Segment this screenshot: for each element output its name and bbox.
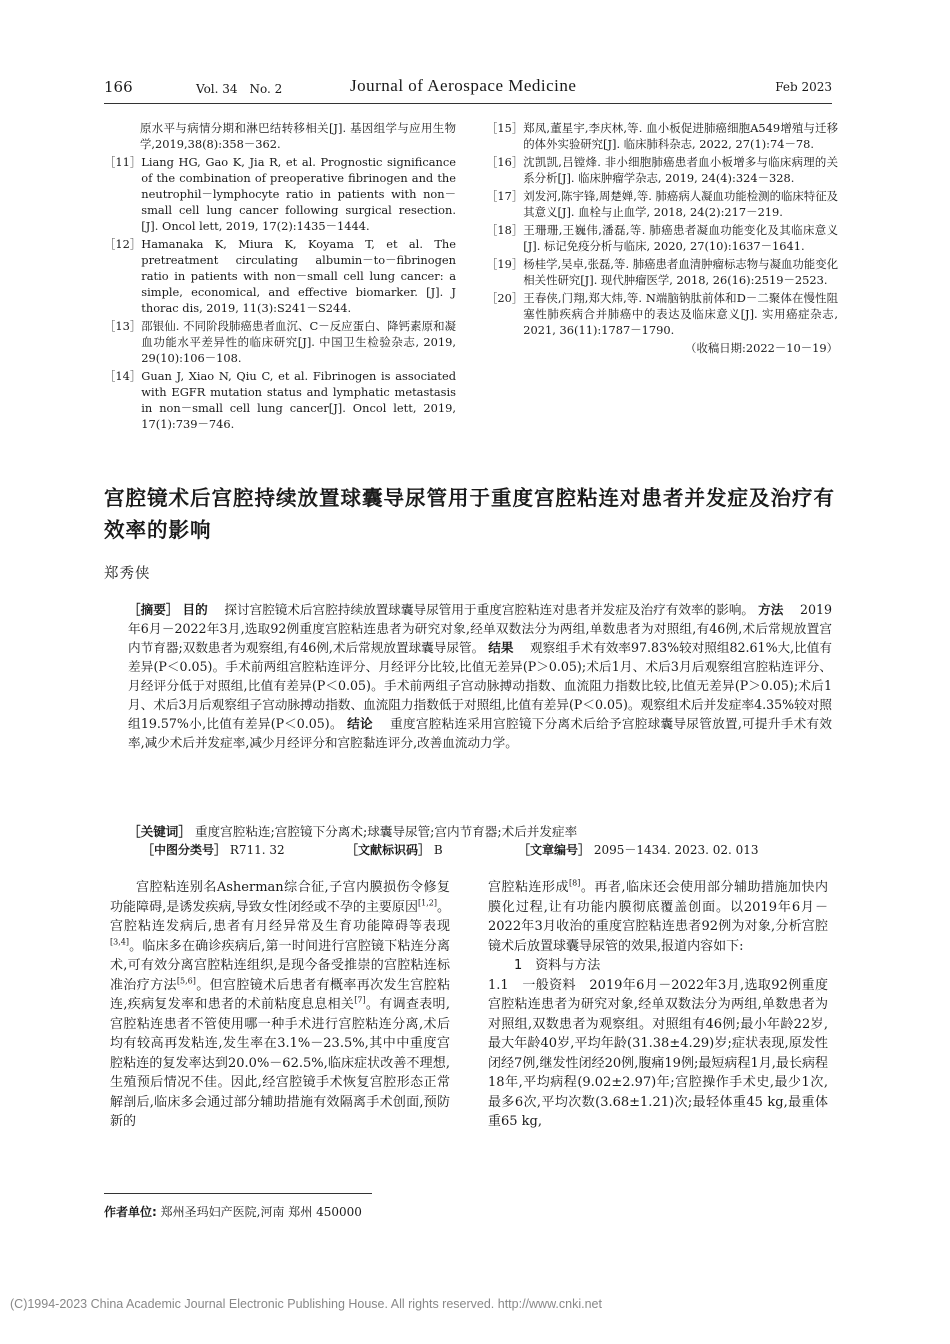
methods-label: 方法 (758, 602, 784, 617)
reference-item (104, 318, 456, 366)
article-number-value: 2095－1434. 2023. 02. 013 (593, 843, 759, 857)
reference-text: Liang HG, Gao K, Jia R, et al. Prognostic significance of the combination of preoperative fibrinogen and the neutrophil－lymphocyte ratio in patients with non－small cell lung cancer following surgical resection. [J]. Oncol lett, 2019, 17(2):1435－1444. (141, 155, 456, 233)
reference-text: 郑凤,董星宇,李庆林,等. 血小板促进肺癌细胞A549增殖与迁移的体外实验研究[J]. 临床肺科杂志, 2022, 27(1):74－78. (523, 121, 838, 151)
copyright-notice: (C)1994-2023 China Academic Journal Electronic Publishing House. All rights reserved. http://www.cnki.net (10, 1297, 602, 1311)
body-text: 。再者,临床还会使用部分辅助措施加快内膜化过程,让有功能内膜彻底覆盖创面。以2019年6月－2022年3月收治的重度宫腔粘连患者92例为对象,分析宫腔镜术后放置球囊导尿管的效果,报道内容如下: (488, 880, 828, 954)
reference-text: 沈凯凯,吕镗烽. 非小细胞肺癌患者血小板增多与临床病理的关系分析[J]. 临床肿瘤学杂志, 2019, 24(4):324－328. (523, 155, 838, 185)
subsection-heading: 1.1 一般资料 (488, 977, 576, 993)
body-text: 宫腔粘连形成 (488, 880, 570, 895)
reference-item (486, 290, 838, 338)
reference-item (104, 154, 456, 234)
reference-text: 邵银仙. 不同阶段肺癌患者血沉、C－反应蛋白、降钙素原和凝血功能水平差异性的临床研究[J]. 中国卫生检验杂志, 2019, 29(10):106－108. (141, 319, 456, 365)
objective-text: 探讨宫腔镜术后宫腔持续放置球囊导尿管用于重度宫腔粘连对患者并发症及治疗有效率的影响。 (224, 602, 755, 617)
reference-continued: 原水平与病情分期和淋巴结转移相关[J]. 基因组学与应用生物学,2019,38(8):358－362. (140, 121, 456, 151)
affiliation-text: 郑州圣玛妇产医院,河南 郑州 450000 (160, 1205, 362, 1219)
body-text: 2019年6月－2022年3月,选取92例重度宫腔粘连患者为研究对象,经单双数法分为两组,单数患者为对照组,双数患者为观察组。对照组有46例;最小年龄22岁,最大年龄40岁,平均年龄(31.38±4.29)岁;症状表现,原发性闭经7例,继发性闭经20例,腹痛19例;最短病程1月,最长病程18年,平均病程(9.02±2.97)年;宫腔操作手术史,最少1次,最多6次,平均次数(3.68±1.21)次;最轻体重45 kg,最重体重65 kg, (488, 977, 828, 1129)
conclusion-label: 结论 (347, 716, 373, 731)
methods-text: 2019年6月－2022年3月,选取92例重度宫腔粘连患者为研究对象,经单双数法分为两组,单数患者为对照组,有46例,术后常规放置宫内节育器;双数患者为观察组,有46例,术后常规放置球囊导尿管。 (128, 602, 833, 655)
article-author: 郑秀侠 (104, 566, 151, 582)
reference-text: Hamanaka K, Miura K, Koyama T, et al. The pretreatment circulating albumin－to－fibrinogen ratio in patients with non－small cell lung cancer: a simple, economical, and effective biomarker. [J]. J thorac dis, 2019, 11(3):S241－S244. (141, 237, 456, 315)
body-paragraph (488, 878, 828, 956)
keywords (128, 822, 832, 841)
objective-label: 目的 (182, 602, 208, 617)
article-number-label: ［文章编号］ (518, 843, 591, 857)
reference-number: ［11］ (104, 155, 142, 169)
reference-number: ［18］ (486, 223, 524, 237)
reference-text: Guan J, Xiao N, Qiu C, et al. Fibrinogen is associated with EGFR mutation status and lymphatic metastasis in non－small cell lung cancer[J]. Oncol lett, 2019, 17(1):739－746. (141, 369, 456, 431)
reference-item (486, 256, 838, 288)
citation: [1,2] (418, 898, 437, 908)
reference-text: 刘发河,陈宇锋,周楚婵,等. 肺癌病人凝血功能检测的临床特征及其意义[J]. 血栓与止血学, 2018, 24(2):217－219. (523, 189, 838, 219)
section-heading: 1 资料与方法 (514, 958, 601, 973)
journal-name: Journal of Aerospace Medicine (350, 76, 577, 95)
clc-label: ［中图分类号］ (142, 843, 227, 857)
clc-group (142, 841, 285, 859)
received-date: （收稿日期:2022－10－19） (685, 341, 838, 355)
doc-code-label: ［文献标识码］ (346, 843, 431, 857)
author-affiliation (104, 1203, 362, 1220)
body-text: 。有调查表明,宫腔粘连患者不管使用哪一种手术进行宫腔粘连分离,术后均有较高再发粘连,发生率在3.1%－23.5%,其中中重度宫腔粘连的复发率达到20.0%－62.5%,临床症状改善不理想,生殖预后情况不佳。因此,经宫腔镜手术恢复宫腔形态正常解剖后,临床多会通过部分辅助措施有效隔离手术创面,预防新的 (110, 997, 450, 1129)
reference-item (104, 368, 456, 432)
affiliation-label: 作者单位: (104, 1205, 157, 1219)
reference-number: ［15］ (486, 121, 524, 135)
body-text: 。宫腔粘连发病后,患者有月经异常及生育功能障碍等表现 (110, 899, 450, 934)
reference-number: ［13］ (104, 319, 142, 333)
header-rule (104, 103, 832, 104)
keywords-label: ［关键词］ (128, 824, 191, 839)
references-right (486, 120, 838, 356)
reference-number: ［20］ (486, 291, 524, 305)
results-text: 观察组手术有效率97.83%较对照组82.61%大,比值有差异(P＜0.05)。手术前两组宫腔粘连评分、月经评分比较,比值无差异(P＞0.05);术后1月、术后3月后观察组宫腔粘连评分、月经评分低于对照组,比值有差异(P＜0.05)。手术前两组子宫动脉搏动指数、血流阻力指数比较,比值无差异(P＞0.05);术后1月、术后3月后观察组子宫动脉搏动指数、血流阻力指数低于对照组,比值有差异(P＜0.05)。观察组术后并发症率4.35%较对照组19.57%小,比值有差异(P＜0.05)。 (128, 640, 832, 731)
clc-value: R711. 32 (229, 843, 285, 857)
issue-date: Feb 2023 (775, 80, 832, 94)
reference-text: 杨桂学,吴卓,张磊,等. 肺癌患者血清肿瘤标志物与凝血功能变化相关性研究[J]. 现代肿瘤医学, 2018, 26(16):2519－2523. (523, 257, 838, 287)
reference-number: ［16］ (486, 155, 524, 169)
reference-number: ［19］ (486, 257, 524, 271)
reference-number: ［12］ (104, 237, 142, 251)
page-number: 166 (104, 78, 133, 96)
reference-item (486, 120, 838, 152)
article-number-group (518, 841, 759, 859)
citation: [7] (354, 995, 366, 1005)
keywords-text: 重度宫腔粘连;宫腔镜下分离术;球囊导尿管;宫内节育器;术后并发症率 (194, 824, 578, 839)
reference-item (486, 188, 838, 220)
body-text: 宫腔粘连别名Asherman综合征,子宫内膜损伤令修复功能障碍,是诱发疾病,导致女性闭经或不孕的主要原因 (110, 880, 450, 915)
volume-issue: Vol. 34 No. 2 (196, 82, 283, 96)
reference-item (104, 236, 456, 316)
doc-code-value: B (433, 843, 443, 857)
citation: [8] (569, 878, 581, 888)
body-paragraph (110, 878, 450, 1132)
article-title: 宫腔镜术后宫腔持续放置球囊导尿管用于重度宫腔粘连对患者并发症及治疗有效率的影响 (104, 486, 835, 542)
citation: [5,6] (176, 976, 196, 986)
reference-number: ［14］ (104, 369, 142, 383)
references-left (104, 120, 456, 434)
reference-number: ［17］ (486, 189, 524, 203)
results-label: 结果 (488, 640, 514, 655)
running-header (104, 78, 832, 100)
reference-text: 王珊珊,王巍伟,潘磊,等. 肺癌患者凝血功能变化及其临床意义[J]. 标记免疫分析与临床, 2020, 27(10):1637－1641. (523, 223, 838, 253)
body-text: 。但宫腔镜术后患者有概率再次发生宫腔粘连,疾病复发率和患者的术前粘度息息相关 (110, 977, 450, 1012)
abstract-label: ［摘要］ (128, 602, 179, 617)
doc-code-group (346, 841, 443, 859)
body-text: 。临床多在确诊疾病后,第一时间进行宫腔镜下粘连分离术,可有效分离宫腔粘连组织,是现今备受推崇的宫腔粘连标准治疗方法 (110, 938, 450, 993)
conclusion-text: 重度宫腔粘连采用宫腔镜下分离术后给予宫腔球囊导尿管放置,可提升手术有效率,减少术后并发症率,减少月经评分和宫腔黏连评分,改善血流动力学。 (128, 716, 832, 750)
reference-item (486, 222, 838, 254)
body-column-left (110, 878, 450, 1132)
footnote-rule (104, 1193, 372, 1194)
reference-item (486, 154, 838, 186)
body-column-right (488, 878, 828, 1132)
abstract (128, 600, 832, 752)
body-paragraph (488, 976, 828, 1132)
reference-text: 王春侠,门翔,郑大炜,等. N端脑钠肽前体和D－二聚体在慢性阻塞性肺疾病合并肺癌中的表达及临床意义[J]. 实用癌症杂志, 2021, 36(11):1787－1790. (523, 291, 838, 337)
citation: [3,4] (110, 937, 129, 947)
